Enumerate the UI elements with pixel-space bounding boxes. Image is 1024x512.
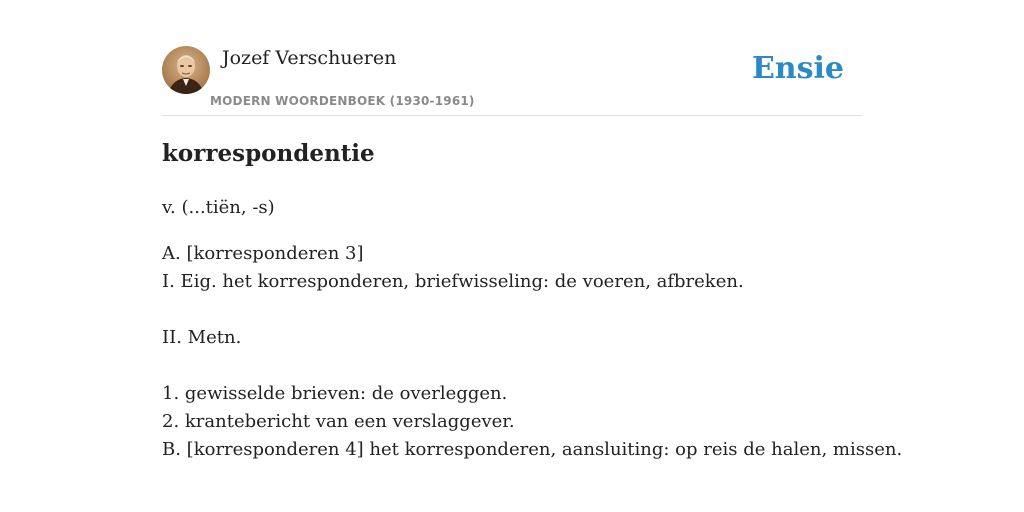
definition-line: 2. krantebericht van een verslaggever. xyxy=(162,411,515,432)
definition-line: 1. gewisselde brieven: de overleggen. xyxy=(162,383,508,404)
definition-line: A. [korresponderen 3] xyxy=(162,243,364,264)
portrait-photo-icon xyxy=(162,46,210,94)
headword: korrespondentie xyxy=(162,140,375,167)
definition-line: II. Metn. xyxy=(162,327,242,348)
definition-line: I. Eig. het korresponderen, briefwisseling: de voeren, afbreken. xyxy=(162,271,744,292)
dictionary-source[interactable]: MODERN WOORDENBOEK (1930-1961) xyxy=(210,94,475,108)
definition-line: B. [korresponderen 4] het korresponderen, aansluiting: op reis de halen, missen. xyxy=(162,439,903,460)
grammar-info: v. (...tiën, -s) xyxy=(162,197,275,218)
entry-header xyxy=(162,46,862,116)
ensie-logo[interactable]: Ensie xyxy=(751,51,844,86)
spacer xyxy=(162,296,862,324)
spacer xyxy=(162,352,862,380)
author-name[interactable]: Jozef Verschueren xyxy=(222,47,397,69)
author-avatar[interactable] xyxy=(162,46,210,94)
entry-body xyxy=(162,194,903,464)
